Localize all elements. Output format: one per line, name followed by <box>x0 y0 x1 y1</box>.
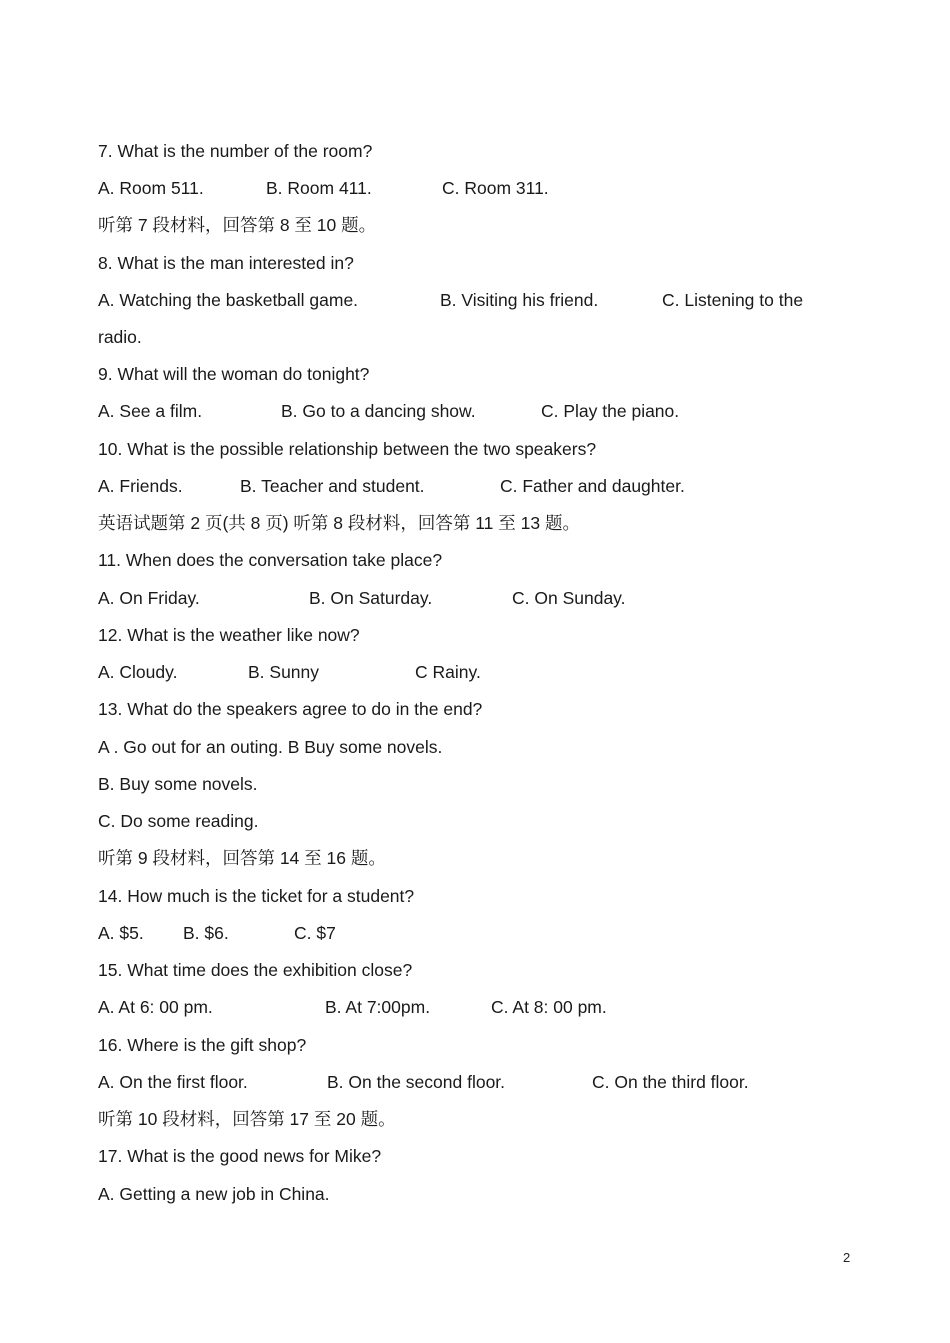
question-16: 16. Where is the gift shop? <box>98 1035 307 1055</box>
option-b: B. Room 411. <box>266 178 372 198</box>
option-b: B. Go to a dancing show. <box>281 401 476 421</box>
option-a: A. $5. <box>98 923 144 943</box>
option-a: A. On the first floor. <box>98 1072 248 1092</box>
question-8: 8. What is the man interested in? <box>98 253 354 273</box>
question-9: 9. What will the woman do tonight? <box>98 364 370 384</box>
option-line: A . Go out for an outing. B Buy some novels. <box>98 737 443 757</box>
option-a: A. See a film. <box>98 401 203 421</box>
option-a: A. Cloudy. <box>98 662 178 682</box>
option-c: C Rainy. <box>415 662 481 682</box>
section-heading: 听第 9 段材料，回答第 14 至 16 题。 <box>98 848 386 868</box>
section-heading: 英语试题第 2 页(共 8 页) 听第 8 段材料，回答第 11 至 13 题。 <box>98 513 580 533</box>
option-b: B. Visiting his friend. <box>440 290 599 310</box>
option-a: A. On Friday. <box>98 588 200 608</box>
option-b: B. $6. <box>183 923 229 943</box>
option-a: A. Friends. <box>98 476 183 496</box>
option-b: B. Teacher and student. <box>240 476 425 496</box>
option-a: A. Watching the basketball game. <box>98 290 359 310</box>
option-c: C. Play the piano. <box>541 401 680 421</box>
option-c: C. On the third floor. <box>592 1072 749 1092</box>
question-10: 10. What is the possible relationship between the two speakers? <box>98 439 597 459</box>
option-b: B. On the second floor. <box>327 1072 506 1092</box>
option-line: A. Getting a new job in China. <box>98 1184 330 1204</box>
question-11: 11. When does the conversation take place? <box>98 550 443 570</box>
question-12: 12. What is the weather like now? <box>98 625 360 645</box>
option-c: C. At 8: 00 pm. <box>491 997 607 1017</box>
section-heading: 听第 7 段材料，回答第 8 至 10 题。 <box>98 215 377 235</box>
option-line: C. Do some reading. <box>98 811 259 831</box>
option-b: B. At 7:00pm. <box>325 997 431 1017</box>
section-heading: 听第 10 段材料，回答第 17 至 20 题。 <box>98 1109 396 1129</box>
question-15: 15. What time does the exhibition close? <box>98 960 413 980</box>
question-7: 7. What is the number of the room? <box>98 141 373 161</box>
option-line: B. Buy some novels. <box>98 774 258 794</box>
page-number: 2 <box>843 1250 851 1265</box>
option-a: A. Room 511. <box>98 178 204 198</box>
question-14: 14. How much is the ticket for a student? <box>98 886 415 906</box>
option-continuation: radio. <box>98 327 142 347</box>
option-c: C. Room 311. <box>442 178 549 198</box>
question-17: 17. What is the good news for Mike? <box>98 1146 382 1166</box>
option-b: B. On Saturday. <box>309 588 433 608</box>
option-a: A. At 6: 00 pm. <box>98 997 213 1017</box>
option-c: C. $7 <box>294 923 336 943</box>
option-b: B. Sunny <box>248 662 320 682</box>
question-13: 13. What do the speakers agree to do in the end? <box>98 699 483 719</box>
option-c: C. Listening to the <box>662 290 804 310</box>
option-c: C. Father and daughter. <box>500 476 685 496</box>
option-c: C. On Sunday. <box>512 588 626 608</box>
